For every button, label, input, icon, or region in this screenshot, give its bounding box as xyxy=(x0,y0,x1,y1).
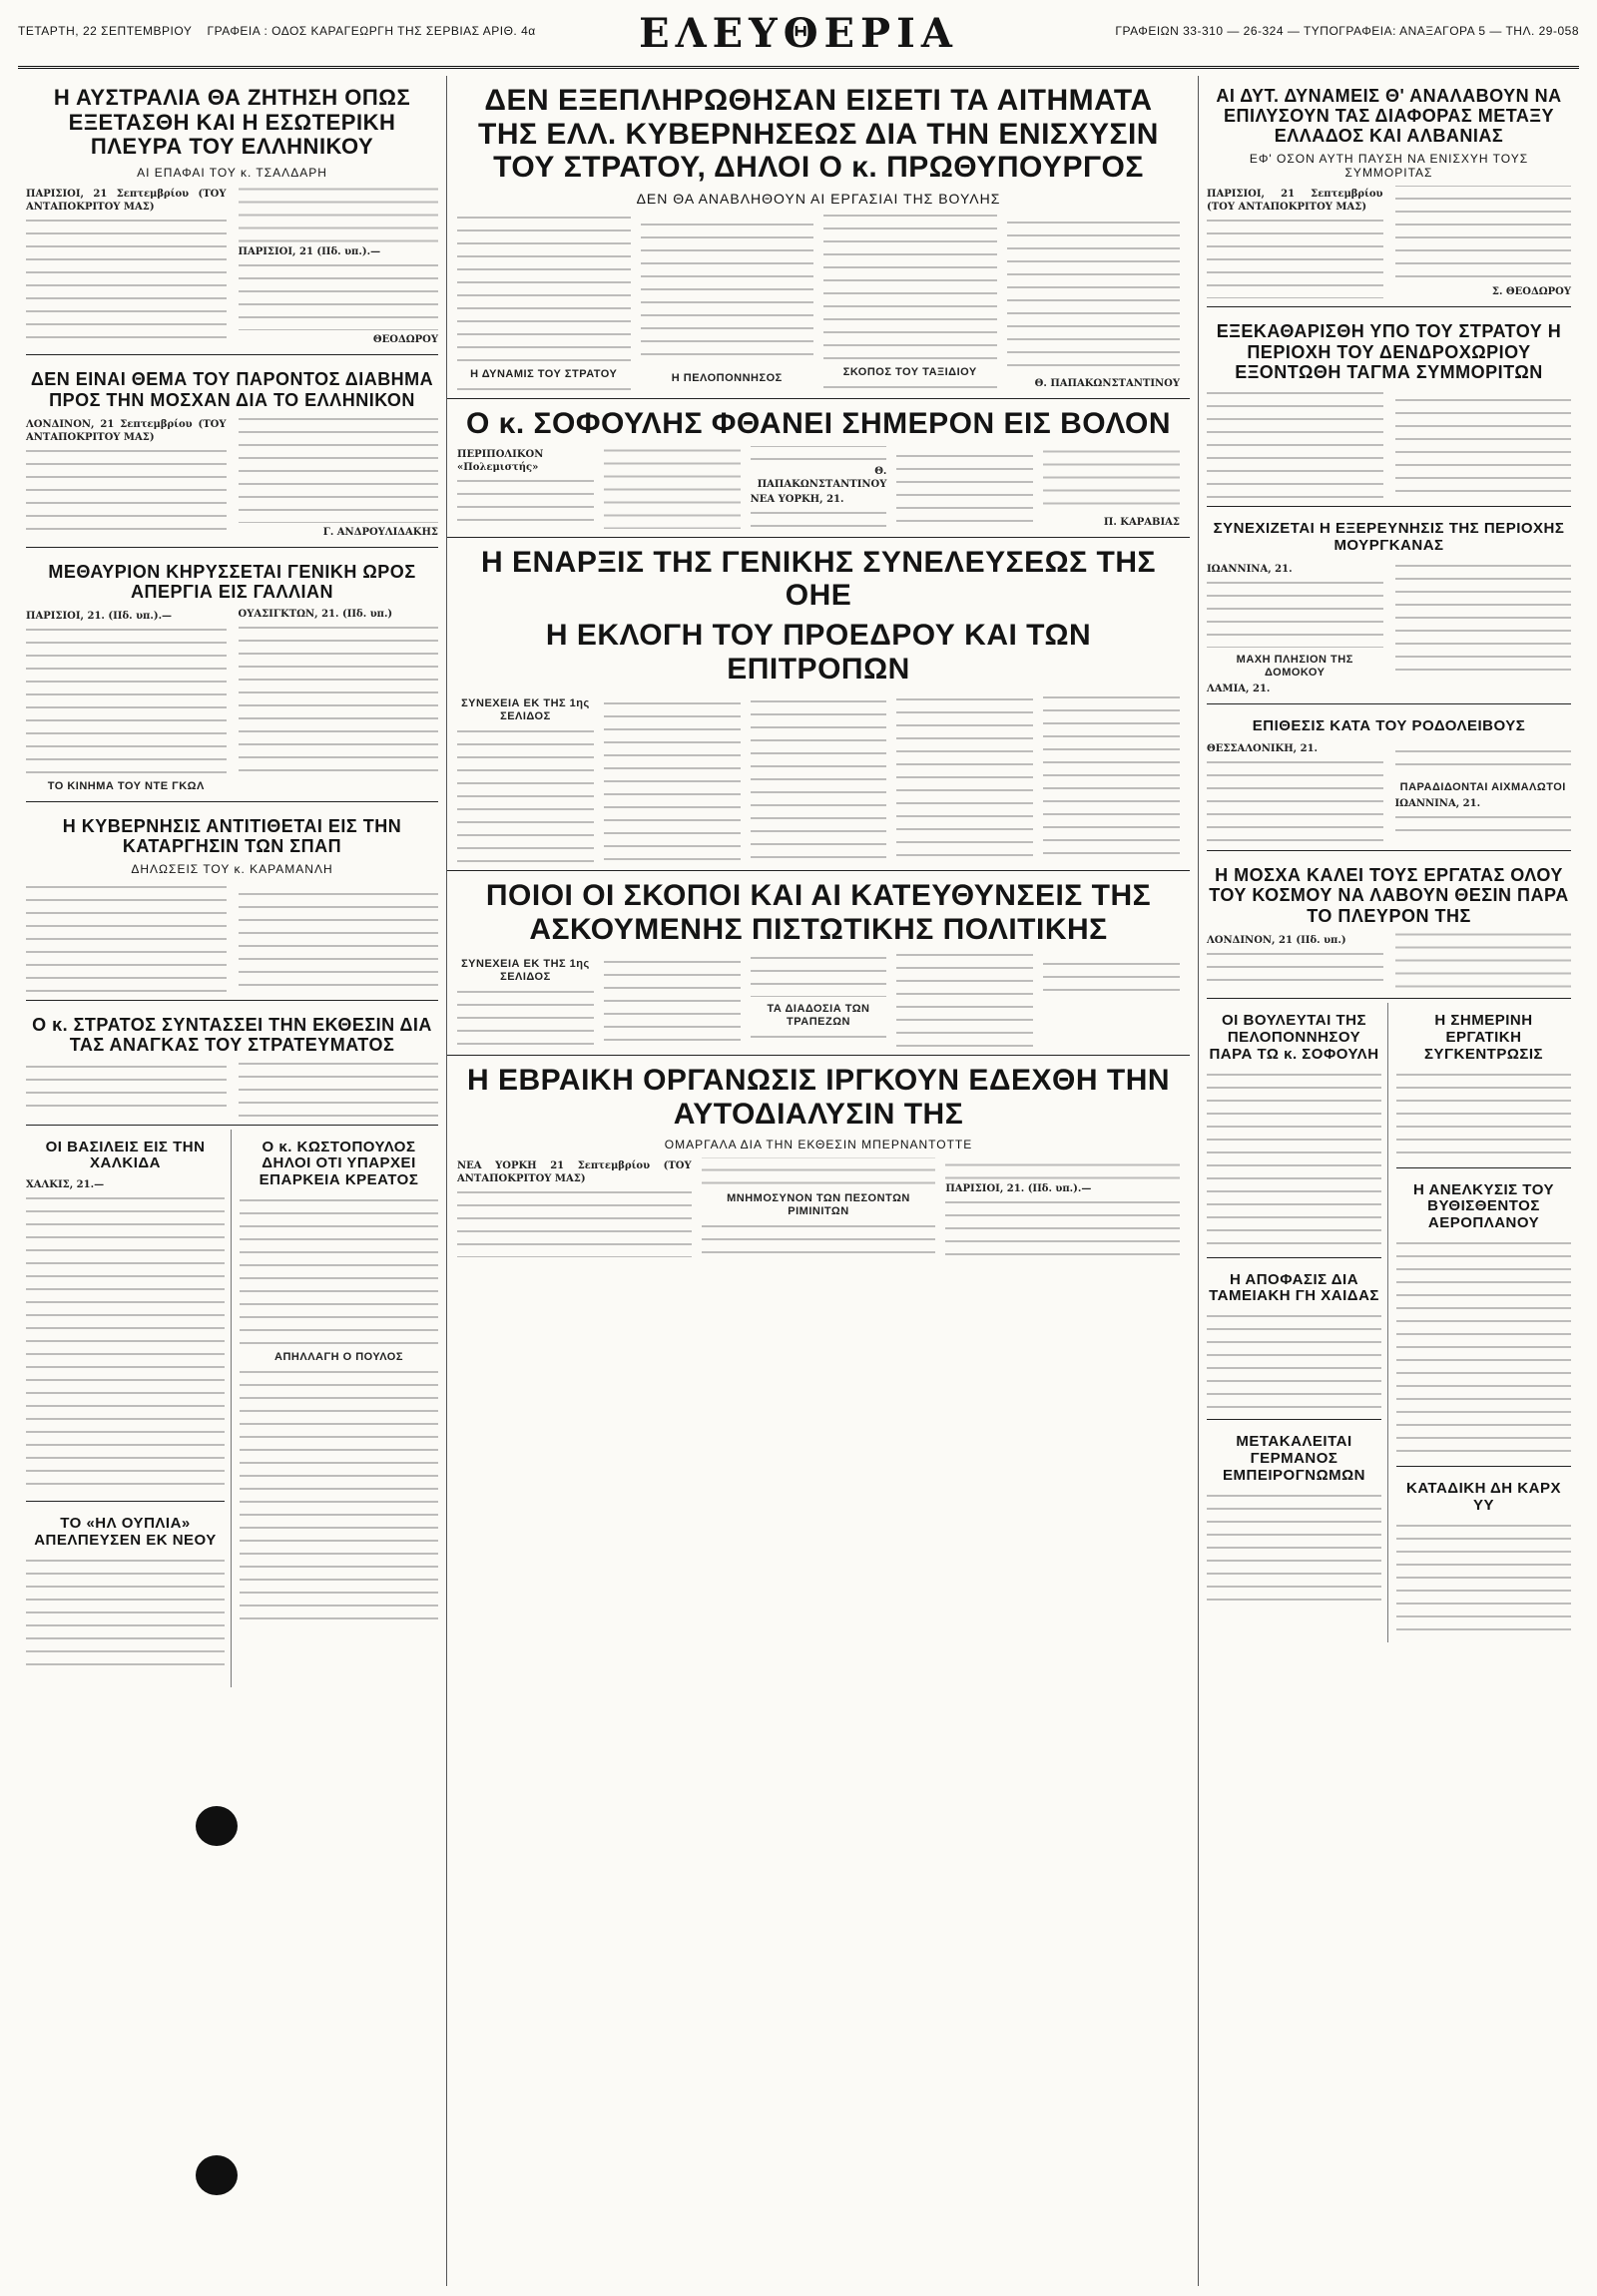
newspaper-title: ΕΛΕΥΘΕΡΙΑ xyxy=(639,10,958,57)
masthead-phones: ΓΡΑΦΕΙΩΝ 33-310 — 26-324 — ΤΥΠΟΓΡΑΦΕΙΑ: ΑΝΑΞΑΓΟΡΑ 5 — ΤΗΛ. 29-058 xyxy=(1115,24,1579,38)
article-body xyxy=(26,186,438,347)
text-lines xyxy=(239,260,439,330)
dateline: ΙΩΑΝΝΙΝΑ, 21. xyxy=(1394,798,1481,810)
continued-note: ΣΥΝΕΧΕΙΑ ΕΚ ΤΗΣ 1ης ΣΕΛΙΔΟΣ xyxy=(461,958,590,984)
article-body xyxy=(1207,1311,1381,1411)
headline: ΟΙ ΒΟΥΛΕΥΤΑΙ ΤΗΣ ΠΕΛΟΠΟΝΝΗΣΟΥ ΠΑΡΑ ΤΩ κ. ΣΟΦΟΥΛΗ xyxy=(1209,1012,1379,1063)
masthead xyxy=(18,10,1579,69)
headline: ΟΙ ΒΑΣΙΛΕΙΣ ΕΙΣ ΤΗΝ ΧΑΛΚΙΔΑ xyxy=(45,1138,206,1172)
article-body xyxy=(457,691,1180,862)
article-un xyxy=(447,538,1190,871)
article-spap xyxy=(26,806,438,1001)
headline: Η ΑΠΟΦΑΣΙΣ ΔΙΑ ΤΑΜΕΙΑΚΗ ΓΗ ΧΑΙΔΑΣ xyxy=(1209,1270,1379,1305)
inner-heading: Η ΠΕΛΟΠΟΝΝΗΣΟΣ xyxy=(671,371,783,384)
headline: Η ΜΟΣΧΑ ΚΑΛΕΙ ΤΟΥΣ ΕΡΓΑΤΑΣ ΟΛΟΥ ΤΟΥ ΚΟΣΜΟΥ ΝΑ ΛΑΒΟΥΝ ΘΕΣΙΝ ΠΑΡΑ ΤΟ ΠΛΕΥΡΟΝ ΤΗΣ xyxy=(1209,865,1569,926)
text-lines xyxy=(945,1197,1180,1257)
article-france-strike xyxy=(26,552,438,802)
text-lines xyxy=(26,625,227,774)
signature: Σ. ΘΕΟΔΩΡΟΥ xyxy=(1491,286,1571,298)
article-body xyxy=(26,882,438,992)
article-australia xyxy=(26,76,438,355)
dateline: ΛΟΝΔΙΝΟΝ, 21 (ΙΙδ. υπ.) xyxy=(1207,934,1346,946)
article-lead xyxy=(447,76,1190,399)
dateline: ΛΑΜΙΑ, 21. xyxy=(1207,683,1271,694)
inner-heading: ΑΠΗΛΛΑΓΗ Ο ΠΟΥΛΟΣ xyxy=(274,1351,403,1364)
article-volos xyxy=(447,399,1190,538)
article-meat xyxy=(240,1130,438,1634)
article-albania xyxy=(1207,76,1571,307)
text-lines xyxy=(1207,1311,1381,1411)
article-rodoleivos xyxy=(1207,708,1571,852)
dateline: ΝΕΑ ΥΟΡΚΗ 21 Σεπτεμβρίου (ΤΟΥ ΑΝΤΑΠΟΚΡΙΤΟΥ ΜΑΣ) xyxy=(457,1159,692,1184)
article-body xyxy=(457,213,1180,390)
text-lines xyxy=(26,1556,225,1675)
inner-heading: ΤΑ ΔΙΑΔΟΣΙΑ ΤΩΝ ΤΡΑΠΕΖΩΝ xyxy=(767,1003,870,1029)
right-bottom-left xyxy=(1207,1003,1388,1641)
left-column xyxy=(18,76,447,2286)
article-army-report xyxy=(26,1005,438,1125)
bottom-left-sub xyxy=(26,1130,232,1687)
inner-heading: ΜΑΧΗ ΠΛΗΣΙΟΝ ΤΗΣ ΔΟΜΟΚΟΥ xyxy=(1236,653,1353,679)
headline: Ο κ. ΣΤΡΑΤΟΣ ΣΥΝΤΑΣΣΕΙ ΤΗΝ ΕΚΘΕΣΙΝ ΔΙΑ ΤΑΣ ΑΝΑΓΚΑΣ ΤΟΥ ΣΤΡΑΤΕΥΜΑΤΟΣ xyxy=(32,1015,432,1056)
text-lines xyxy=(1207,578,1383,648)
subheadline: ΑΙ ΕΠΑΦΑΙ ΤΟΥ κ. ΤΣΑΛΔΑΡΗ xyxy=(137,165,327,180)
headline: ΜΕΘΑΥΡΙΟΝ ΚΗΡΥΣΣΕΤΑΙ ΓΕΝΙΚΗ ΩΡΟΣ ΑΠΕΡΓΙΑ ΕΙΣ ΓΑΛΛΙΑΝ xyxy=(48,561,416,602)
text-lines xyxy=(26,1193,225,1493)
article-body xyxy=(26,1062,438,1117)
headline: ΔΕΝ ΕΞΕΠΛΗΡΩΘΗΣΑΝ ΕΙΣΕΤΙ ΤΑ ΑΙΤΗΜΑΤΑ ΤΗΣ ΕΛΛ. ΚΥΒΕΡΝΗΣΕΩΣ ΔΙΑ ΤΗΝ ΕΝΙΣΧΥΣΙΝ ΤΟΥ ΣΤΡΑΤΟΥ, ΔΗΛΟΙ Ο κ. ΠΡΩΘΥΠΟΥΡΓΟΣ xyxy=(478,84,1159,185)
masthead-date: ΤΕΤΑΡΤΗ, 22 ΣΕΠΤΕΜΒΡΙΟΥ xyxy=(18,24,193,38)
dateline: ΠΑΡΙΣΙΟΙ, 21 Σεπτεμβρίου (ΤΟΥ ΑΝΤΑΠΟΚΡΙΤΟΥ ΜΑΣ) xyxy=(1207,189,1383,214)
article-ship xyxy=(26,1506,225,1683)
article-body xyxy=(1207,1491,1381,1601)
text-lines xyxy=(1396,1070,1571,1159)
inner-heading: Η ΔΥΝΑΜΙΣ ΤΟΥ ΣΤΡΑΤΟΥ xyxy=(470,367,618,380)
article-dendrochori xyxy=(1207,311,1571,506)
text-lines xyxy=(26,1062,438,1117)
text-lines xyxy=(239,623,439,782)
article-body xyxy=(457,952,1180,1047)
subheadline: ΟΜΑΡΓΑΛΑ ΔΙΑ ΤΗΝ ΕΚΘΕΣΙΝ ΜΠΕΡΝΑΝΤΟΤΤΕ xyxy=(664,1137,973,1151)
article-irgun xyxy=(447,1056,1190,1265)
headline: ΕΞΕΚΑΘΑΡΙΣΘΗ ΥΠΟ ΤΟΥ ΣΤΡΑΤΟΥ Η ΠΕΡΙΟΧΗ ΤΟΥ ΔΕΝΔΡΟΧΩΡΙΟΥ ΕΞΟΝΤΩΘΗ ΤΑΓΜΑ ΣΥΜΜΟΡΙΤΩΝ xyxy=(1216,321,1562,382)
headline: ΣΥΝΕΧΙΖΕΤΑΙ Η ΕΞΕΡΕΥΝΗΣΙΣ ΤΗΣ ΠΕΡΙΟΧΗΣ ΜΟΥΡΓΚΑΝΑΣ xyxy=(1213,519,1565,554)
article-body xyxy=(1207,1070,1381,1249)
article-kings-chalkida xyxy=(26,1130,225,1503)
article-body xyxy=(1207,186,1571,298)
text-lines xyxy=(1207,388,1571,498)
headline: Η ΑΥΣΤΡΑΛΙΑ ΘΑ ΖΗΤΗΣΗ ΟΠΩΣ ΕΞΕΤΑΣΘΗ ΚΑΙ Η ΕΣΩΤΕΡΙΚΗ ΠΛΕΥΡΑ ΤΟΥ ΕΛΛΗΝΙΚΟΥ xyxy=(53,85,411,160)
article-moscow xyxy=(26,359,438,547)
article-peloponnese-mps xyxy=(1207,1003,1381,1257)
continued-note: ΣΥΝΕΧΕΙΑ ΕΚ ΤΗΣ 1ης ΣΕΛΙΔΟΣ xyxy=(461,697,590,723)
signature: Θ. ΠΑΠΑΚΩΝΣΤΑΝΤΙΝΟΥ xyxy=(1034,377,1180,389)
article-credit-policy xyxy=(447,871,1190,1056)
text-lines xyxy=(1396,1521,1571,1630)
article-tamei xyxy=(1207,1262,1381,1421)
headline: ΤΟ «ΗΛ ΟΥΠΛΙΑ» ΑΠΕΛΠΕΥΣΕΝ ΕΚ ΝΕΟΥ xyxy=(34,1515,217,1550)
article-body xyxy=(1207,388,1571,498)
subheadline: ΕΦ' ΟΣΟΝ ΑΥΤΗ ΠΑΥΣΗ ΝΑ ΕΝΙΣΧΥΗ ΤΟΥΣ ΣΥΜΜΟΡΙΤΑΣ xyxy=(1249,152,1529,181)
article-body xyxy=(26,1178,225,1493)
article-body xyxy=(1396,1238,1571,1458)
headline: Η ΕΝΑΡΞΙΣ ΤΗΣ ΓΕΝΙΚΗΣ ΣΥΝΕΛΕΥΣΕΩΣ ΤΗΣ ΟΗΕ xyxy=(481,545,1156,613)
article-body xyxy=(1207,561,1571,695)
article-moscow-workers xyxy=(1207,855,1571,999)
headline: ΚΑΤΑΔΙΚΗ ΔΗ ΚΑΡΧ ΥΥ xyxy=(1406,1480,1561,1514)
headline: ΑΙ ΔΥΤ. ΔΥΝΑΜΕΙΣ Θ' ΑΝΑΛΑΒΟΥΝ ΝΑ ΕΠΙΛΥΣΟΥΝ ΤΑΣ ΔΙΑΦΟΡΑΣ ΜΕΤΑΞΥ ΕΛΛΑΔΟΣ ΚΑΙ ΑΛΒΑΝΙΑΣ xyxy=(1216,86,1562,147)
subheadline: ΔΗΛΩΣΕΙΣ ΤΟΥ κ. ΚΑΡΑΜΑΝΛΗ xyxy=(131,862,333,877)
right-bottom-row xyxy=(1207,1003,1571,1641)
signature: Γ. ΑΝΔΡΟΥΛΙΔΑΚΗΣ xyxy=(322,526,438,538)
text-lines xyxy=(1207,1491,1381,1601)
dateline: ΧΑΛΚΙΣ, 21.— xyxy=(26,1179,105,1191)
inner-heading: ΣΚΟΠΟΣ ΤΟΥ ΤΑΞΙΔΙΟΥ xyxy=(842,365,977,378)
bottom-right-sub xyxy=(240,1130,438,1687)
dateline: ΠΑΡΙΣΙΟΙ, 21. (ΙΙδ. υπ.).— xyxy=(945,1183,1092,1195)
text-lines xyxy=(240,1367,438,1626)
headline: ΜΕΤΑΚΑΛΕΙΤΑΙ ΓΕΡΜΑΝΟΣ ΕΜΠΕΙΡΟΓΝΩΜΩΝ xyxy=(1223,1433,1365,1484)
dateline: ΟΥΑΣΙΓΚΤΩΝ, 21. (ΙΙδ. υπ.) xyxy=(238,609,393,620)
article-body xyxy=(26,608,438,793)
dateline: ΙΩΑΝΝΙΝΑ, 21. xyxy=(1207,563,1293,575)
bottom-left-row xyxy=(26,1130,438,1687)
masthead-office: ΓΡΑΦΕΙΑ : ΟΔΟΣ ΚΑΡΑΓΕΩΡΓΗ ΤΗΣ ΣΕΡΒΙΑΣ ΑΡΙΘ. 4α xyxy=(207,24,536,38)
inner-heading: ΤΟ ΚΙΝΗΜΑ ΤΟΥ ΝΤΕ ΓΚΩΛ xyxy=(47,780,205,792)
headline: Η ΣΗΜΕΡΙΝΗ ΕΡΓΑΤΙΚΗ ΣΥΓΚΕΝΤΡΩΣΙΣ xyxy=(1423,1012,1544,1063)
ink-blot xyxy=(196,2155,238,2195)
article-body xyxy=(1207,932,1571,991)
inner-heading: ΠΑΡΑΔΙΔΟΝΤΑΙ ΑΙΧΜΑΛΩΤΟΙ xyxy=(1399,781,1566,794)
article-body xyxy=(457,446,1180,528)
article-body xyxy=(1207,740,1571,842)
headline: Ο κ. ΣΟΦΟΥΛΗΣ ΦΘΑΝΕΙ ΣΗΜΕΡΟΝ ΕΙΣ ΒΟΛΟΝ xyxy=(465,406,1172,440)
text-lines xyxy=(1395,812,1572,842)
headline: Η ΑΝΕΛΚΥΣΙΣ ΤΟΥ ΒΥΘΙΣΘΕΝΤΟΣ ΑΕΡΟΠΛΑΝΟΥ xyxy=(1413,1180,1554,1232)
headline: Η ΕΒΡΑΙΚΗ ΟΡΓΑΝΩΣΙΣ ΙΡΓΚΟΥΝ ΕΔΕΧΘΗ ΤΗΝ ΑΥΤΟΔΙΑΛΥΣΙΝ ΤΗΣ xyxy=(466,1064,1171,1131)
ink-blot xyxy=(196,1806,238,1846)
text-lines xyxy=(1207,1070,1381,1249)
signature: Θ. ΠΑΠΑΚΩΝΣΤΑΝΤΙΝΟΥ xyxy=(757,465,887,490)
text-lines xyxy=(26,882,438,992)
inner-heading: ΜΝΗΜΟΣΥΝΟΝ ΤΩΝ ΠΕΣΟΝΤΩΝ ΡΙΜΙΝΙΤΩΝ xyxy=(727,1191,910,1217)
center-column xyxy=(447,76,1190,2286)
text-lines xyxy=(1395,561,1572,681)
headline: Η ΚΥΒΕΡΝΗΣΙΣ ΑΝΤΙΤΙΘΕΤΑΙ ΕΙΣ ΤΗΝ ΚΑΤΑΡΓΗΣΙΝ ΤΩΝ ΣΠΑΠ xyxy=(62,816,402,857)
headline: ΔΕΝ ΕΙΝΑΙ ΘΕΜΑ ΤΟΥ ΠΑΡΟΝΤΟΣ ΔΙΑΒΗΜΑ ΠΡΟΣ ΤΗΝ ΜΟΣΧΑΝ ΔΙΑ ΤΟ ΕΛΛΗΝΙΚΟΝ xyxy=(30,369,434,410)
dateline: ΛΟΝΔΙΝΟΝ, 21 Σεπτεμβρίου (ΤΟΥ ΑΝΤΑΠΟΚΡΙΤΟΥ ΜΑΣ) xyxy=(26,418,227,443)
headline: Ο κ. ΚΩΣΤΟΠΟΥΛΟΣ ΔΗΛΟΙ ΟΤΙ ΥΠΑΡΧΕΙ ΕΠΑΡΚΕΙΑ ΚΡΕΑΤΟΣ xyxy=(259,1138,419,1189)
article-airplane xyxy=(1396,1172,1571,1467)
article-verdict xyxy=(1396,1471,1571,1638)
dateline: ΝΕΑ ΥΟΡΚΗ, 21. xyxy=(750,493,844,505)
dateline: ΘΕΣΣΑΛΟΝΙΚΗ, 21. xyxy=(1207,743,1319,755)
article-body xyxy=(1396,1070,1571,1159)
text-lines xyxy=(457,213,631,362)
dateline: ΠΕΡΙΠΟΛΙΚΟΝ «Πολεμιστής» xyxy=(457,449,544,474)
subheadline: ΔΕΝ ΘΑ ΑΝΑΒΛΗΘΟΥΝ ΑΙ ΕΡΓΑΣΙΑΙ ΤΗΣ ΒΟΥΛΗΣ xyxy=(636,190,1001,207)
article-german-expert xyxy=(1207,1424,1381,1607)
signature: ΘΕΟΔΩΡΟΥ xyxy=(372,334,438,346)
signature: Π. ΚΑΡΑΒΙΑΣ xyxy=(1103,516,1180,528)
headline: ΕΠΙΘΕΣΙΣ ΚΑΤΑ ΤΟΥ ΡΟΔΟΛΕΙΒΟΥΣ xyxy=(1252,716,1526,734)
dateline: ΠΑΡΙΣΙΟΙ, 21 (ΙΙδ. υπ.).— xyxy=(238,246,381,258)
article-body xyxy=(26,1556,225,1675)
text-lines xyxy=(240,1195,438,1345)
headline-2: Η ΕΚΛΟΓΗ ΤΟΥ ΠΡΟΕΔΡΟΥ ΚΑΙ ΤΩΝ ΕΠΙΤΡΟΠΩΝ xyxy=(545,618,1092,686)
article-workers-rally xyxy=(1396,1003,1571,1167)
right-column xyxy=(1198,76,1579,2286)
article-body xyxy=(26,416,438,539)
text-lines xyxy=(1396,1238,1571,1458)
dateline: ΠΑΡΙΣΙΟΙ, 21 Σεπτεμβρίου (ΤΟΥ ΑΝΤΑΠΟΚΡΙΤΟΥ ΜΑΣ) xyxy=(26,188,227,213)
dateline: ΠΑΡΙΣΙΟΙ, 21. (ΙΙδ. υπ.).— xyxy=(26,611,173,622)
headline: ΠΟΙΟΙ ΟΙ ΣΚΟΠΟΙ ΚΑΙ ΑΙ ΚΑΤΕΥΘΥΝΣΕΙΣ ΤΗΣ ΑΣΚΟΥΜΕΝΗΣ ΠΙΣΤΩΤΙΚΗΣ ΠΟΛΙΤΙΚΗΣ xyxy=(485,879,1152,946)
article-body xyxy=(457,1157,1180,1258)
right-bottom-right xyxy=(1396,1003,1571,1641)
article-body xyxy=(240,1195,438,1626)
article-body xyxy=(1396,1521,1571,1630)
article-mourgana xyxy=(1207,511,1571,704)
